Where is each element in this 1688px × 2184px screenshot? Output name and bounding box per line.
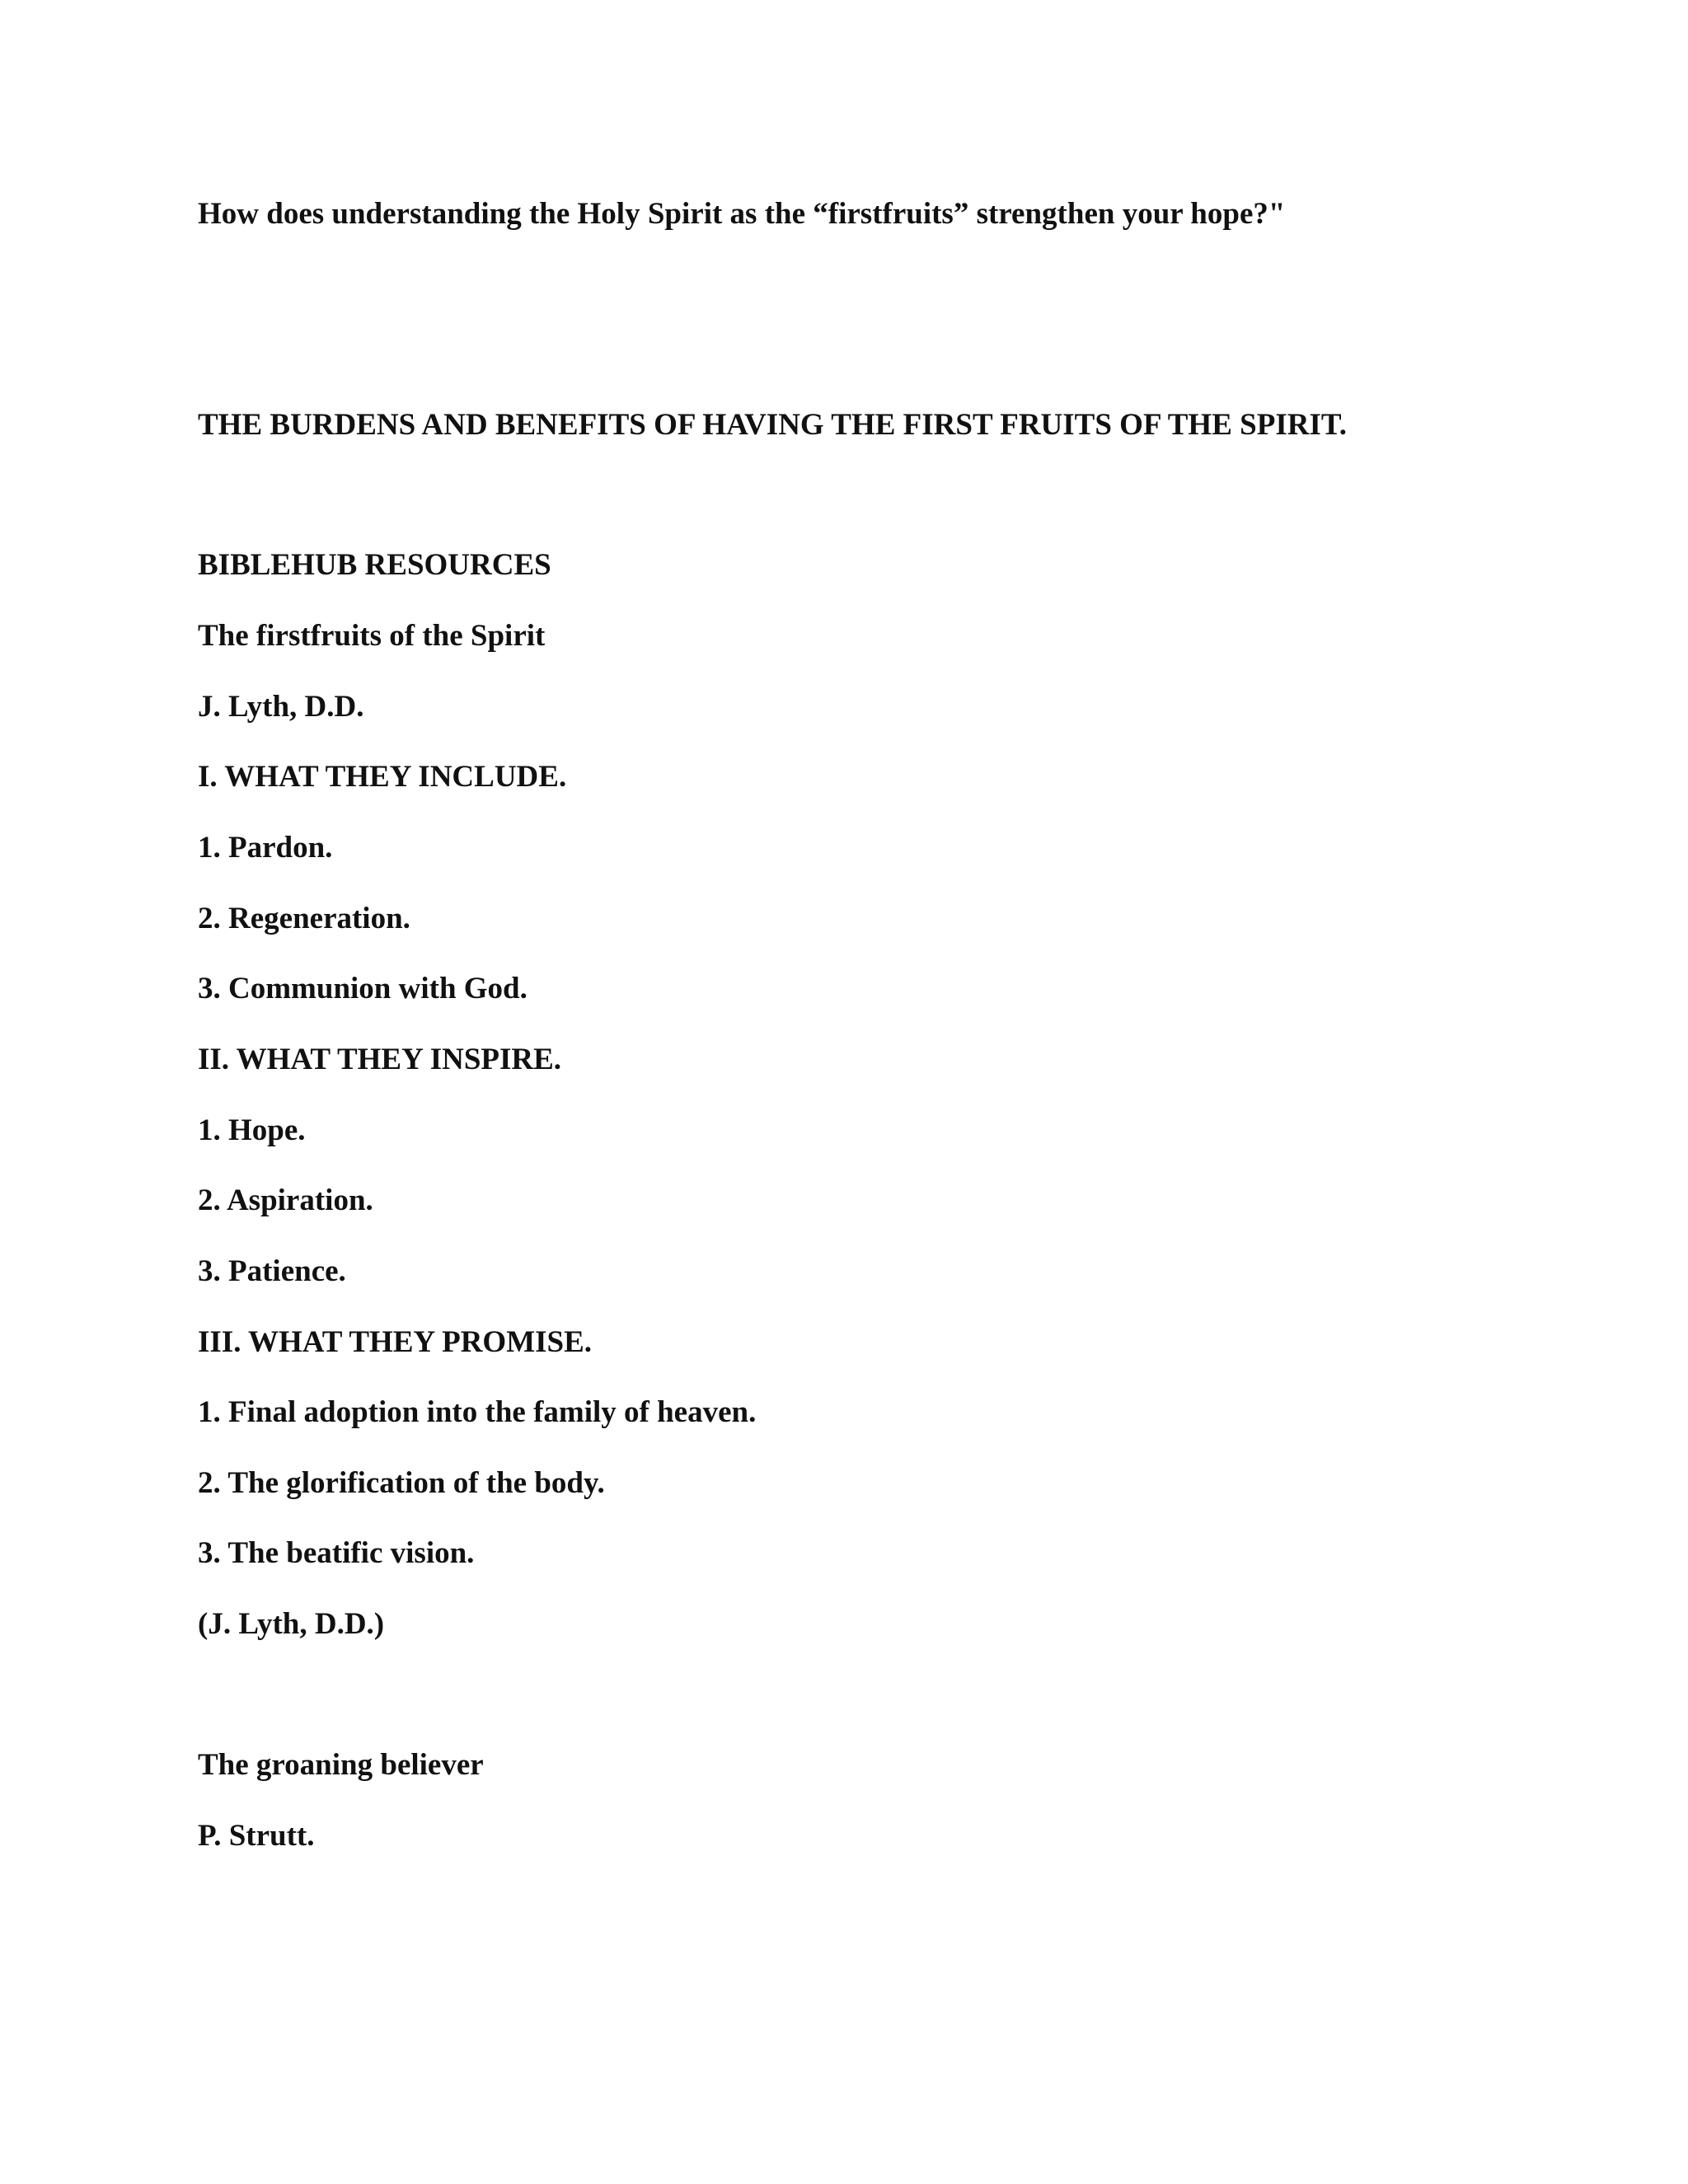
list-item: 2. Aspiration. xyxy=(198,1183,373,1217)
point-heading: I. WHAT THEY INCLUDE. xyxy=(198,760,567,794)
list-item: 2. The glorification of the body. xyxy=(198,1466,605,1500)
list-item: 1. Final adoption into the family of heaven. xyxy=(198,1395,757,1429)
list-item: 3. Patience. xyxy=(198,1254,346,1288)
resources-label: BIBLEHUB RESOURCES xyxy=(198,548,551,582)
list-item: 3. The beatific vision. xyxy=(198,1536,475,1570)
list-item: 3. Communion with God. xyxy=(198,972,528,1005)
section-title: The firstfruits of the Spirit xyxy=(198,619,546,653)
section-title: The groaning believer xyxy=(198,1748,484,1782)
list-item: 1. Pardon. xyxy=(198,831,333,865)
question-text: How does understanding the Holy Spirit as the “firstfruits” strengthen your hope?" xyxy=(198,197,1286,231)
list-item: 1. Hope. xyxy=(198,1113,306,1147)
document-heading: THE BURDENS AND BENEFITS OF HAVING THE FIRST FRUITS OF THE SPIRIT. xyxy=(198,408,1348,442)
citation: (J. Lyth, D.D.) xyxy=(198,1607,385,1641)
section-author: J. Lyth, D.D. xyxy=(198,690,364,724)
list-item: 2. Regeneration. xyxy=(198,902,410,935)
point-heading: II. WHAT THEY INSPIRE. xyxy=(198,1043,562,1076)
section-author: P. Strutt. xyxy=(198,1819,315,1853)
point-heading: III. WHAT THEY PROMISE. xyxy=(198,1325,593,1359)
